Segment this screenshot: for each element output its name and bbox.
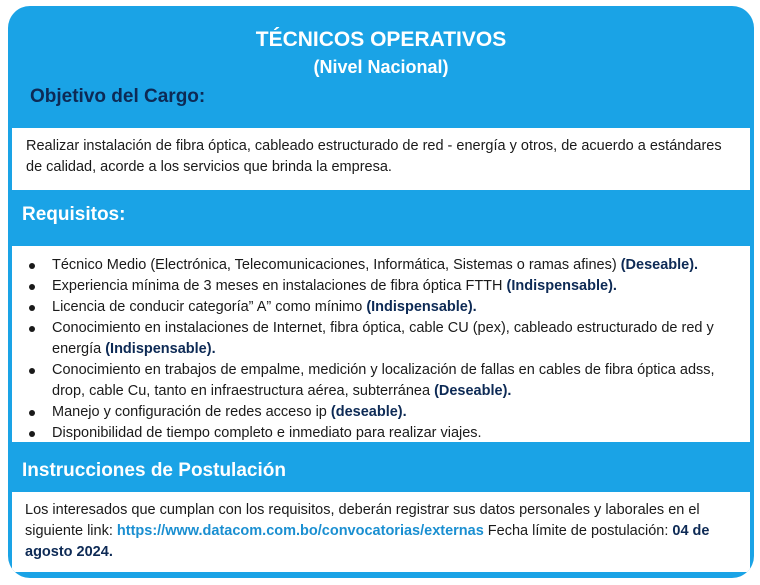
instructions-intro: Los interesados que cumplan con los requisitos, deberán registrar sus datos personales y laborales en el siguiente link: (25, 502, 700, 539)
requirement-tag: (Indispensable). (105, 341, 216, 357)
requirement-text: Licencia de conducir categoría” A” como mínimo (52, 299, 367, 315)
objective-box (12, 128, 750, 190)
list-item (12, 255, 750, 276)
list-item (12, 402, 750, 423)
bullet-icon (29, 305, 35, 311)
requirement-tag: (Deseable). (620, 257, 699, 273)
requirement-tag: (deseable). (330, 404, 407, 420)
bullet-icon (29, 326, 35, 332)
requirements-box (12, 246, 750, 442)
deadline-label: Fecha límite de postulación: (483, 523, 673, 539)
requirements-heading: Requisitos: (22, 204, 126, 225)
instructions-heading: Instrucciones de Postulación (22, 460, 286, 481)
requirement-tag: (Deseable). (434, 383, 512, 399)
requirement-text: Técnico Medio (Electrónica, Telecomunicaciones, Informática, Sistemas o ramas afines) (52, 257, 621, 273)
bullet-icon (29, 410, 35, 416)
requirements-list (12, 255, 750, 444)
list-item (12, 360, 750, 402)
page-title: TÉCNICOS OPERATIVOS (255, 28, 507, 51)
list-item (12, 423, 750, 444)
bullet-icon (29, 368, 35, 374)
requirement-text: Disponibilidad de tiempo completo e inmediato para realizar viajes. (52, 425, 482, 441)
requirement-text: Conocimiento en instalaciones de Internet, fibra óptica, cable CU (pex), cableado estructurado de red y energía (52, 320, 714, 357)
bullet-icon (29, 284, 35, 290)
requirement-tag: (Indispensable). (366, 299, 477, 315)
instructions-text (25, 500, 743, 563)
list-item (12, 318, 750, 360)
bullet-icon (29, 431, 35, 437)
deadline-date: 04 de agosto 2024. (25, 523, 710, 560)
requirement-text: Experiencia mínima de 3 meses en instalaciones de fibra óptica FTTH (52, 278, 507, 294)
requirement-tag: (Indispensable). (506, 278, 617, 294)
requirement-text: Conocimiento en trabajos de empalme, medición y localización de fallas en cables de fibra óptica adss, drop, cable Cu, tanto en infraestructura aérea, subterránea (52, 362, 715, 399)
list-item (12, 297, 750, 318)
objective-text: Realizar instalación de fibra óptica, cableado estructurado de red - energía y otros, de acuerdo a estándares de calidad, acorde a los servicios que brinda la empresa. (26, 138, 722, 175)
bullet-icon (29, 263, 35, 269)
job-posting-card (8, 6, 754, 578)
page-subtitle: (Nivel Nacional) (313, 57, 449, 77)
list-item (12, 276, 750, 297)
instructions-box (12, 492, 750, 572)
objective-heading: Objetivo del Cargo: (30, 86, 206, 107)
requirement-text: Manejo y configuración de redes acceso ip (52, 404, 331, 420)
application-link[interactable]: https://www.datacom.com.bo/convocatorias/externas (116, 523, 484, 539)
